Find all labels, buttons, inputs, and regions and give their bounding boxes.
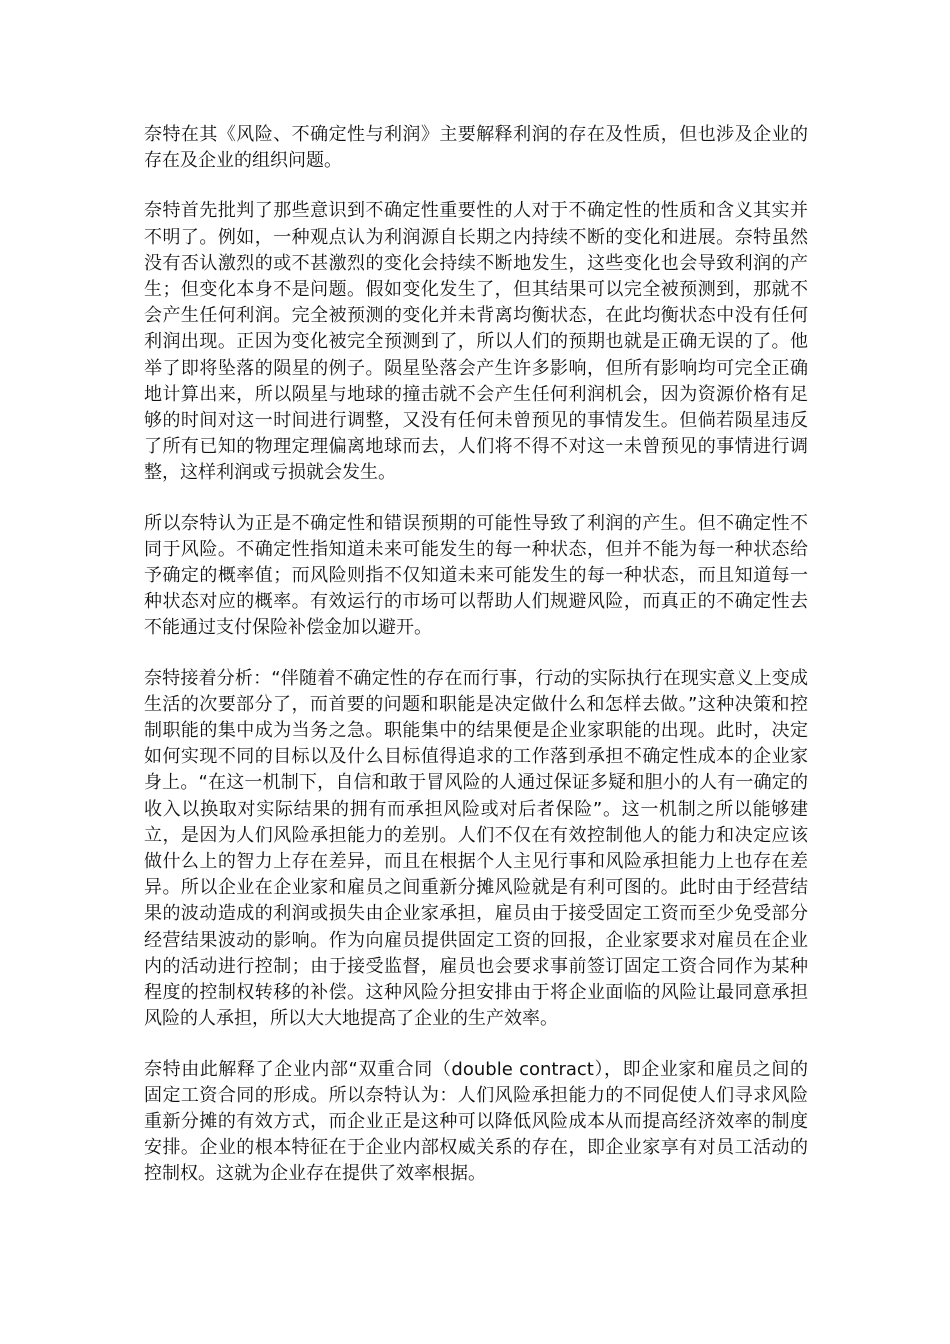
paragraph-4: 奈特接着分析：“伴随着不确定性的存在而行事，行动的实际执行在现实意义上变成生活的次要部分了，而首要的问题和职能是决定做什么和怎样去做。”这种决策和控制职能的集中成为当务之急。职能集中的结果便是企业家职能的出现。此时，决定如何实现不同的目标以及什么目标值得追求的工作落到承担不确定性成本的企业家身上。“在这一机制下，自信和敢于冒风险的人通过保证多疑和胆小的人有一确定的收入以换取对实际结果的拥有而承担风险或对后者保险”。这一机制之所以能够建立，是因为人们风险承担能力的差别。人们不仅在有效控制他人的能力和决定应该做什么上的智力上存在差异，而且在根据个人主见行事和风险承担能力上也存在差异。所以企业在企业家和雇员之间重新分摊风险就是有利可图的。此时由于经营结果的波动造成的利润或损失由企业家承担，雇员由于接受固定工资而至少免受部分经营结果波动的影响。作为向雇员提供固定工资的回报，企业家要求对雇员在企业内的活动进行控制；由于接受监督，雇员也会要求事前签订固定工资合同作为某种程度的控制权转移的补偿。这种风险分担安排由于将企业面临的风险让最同意承担风险的人承担，所以大大地提高了企业的生产效率。: [144, 667, 808, 1030]
paragraph-3: 所以奈特认为正是不确定性和错误预期的可能性导致了利润的产生。但不确定性不同于风险。不确定性指知道未来可能发生的每一种状态，但并不能为每一种状态给予确定的概率值；而风险则指不仅知道未来可能发生的每一种状态，而且知道每一种状态对应的概率。有效运行的市场可以帮助人们规避风险，而真正的不确定性去不能通过支付保险补偿金加以避开。: [144, 512, 808, 639]
paragraph-1: 奈特在其《风险、不确定性与利润》主要解释利润的存在及性质，但也涉及企业的存在及企业的组织问题。: [144, 124, 808, 172]
paragraph-5: 奈特由此解释了企业内部“双重合同（double contract），即企业家和雇员之间的固定工资合同的形成。所以奈特认为：人们风险承担能力的不同促使人们寻求风险重新分摊的有效方式，而企业正是这种可以降低风险成本从而提高经济效率的制度安排。企业的根本特征在于企业内部权威关系的存在，即企业家享有对员工活动的控制权。这就为企业存在提供了效率根据。: [144, 1058, 808, 1185]
paragraph-2: 奈特首先批判了那些意识到不确定性重要性的人对于不确定性的性质和含义其实并不明了。例如，一种观点认为利润源自长期之内持续不断的变化和进展。奈特虽然没有否认激烈的或不甚激烈的变化会持续不断地发生，这些变化也会导致利润的产生；但变化本身不是问题。假如变化发生了，但其结果可以完全被预测到，那就不会产生任何利润。完全被预测的变化并未背离均衡状态，在此均衡状态中没有任何利润出现。正因为变化被完全预测到了，所以人们的预期也就是正确无误的了。他举了即将坠落的陨星的例子。陨星坠落会产生许多影响，但所有影响均可完全正确地计算出来，所以陨星与地球的撞击就不会产生任何利润机会，因为资源价格有足够的时间对这一时间进行调整，又没有任何未曾预见的事情发生。但倘若陨星违反了所有已知的物理定理偏离地球而去，人们将不得不对这一未曾预见的事情进行调整，这样利润或亏损就会发生。: [144, 200, 808, 484]
document-body: [144, 122, 808, 1212]
